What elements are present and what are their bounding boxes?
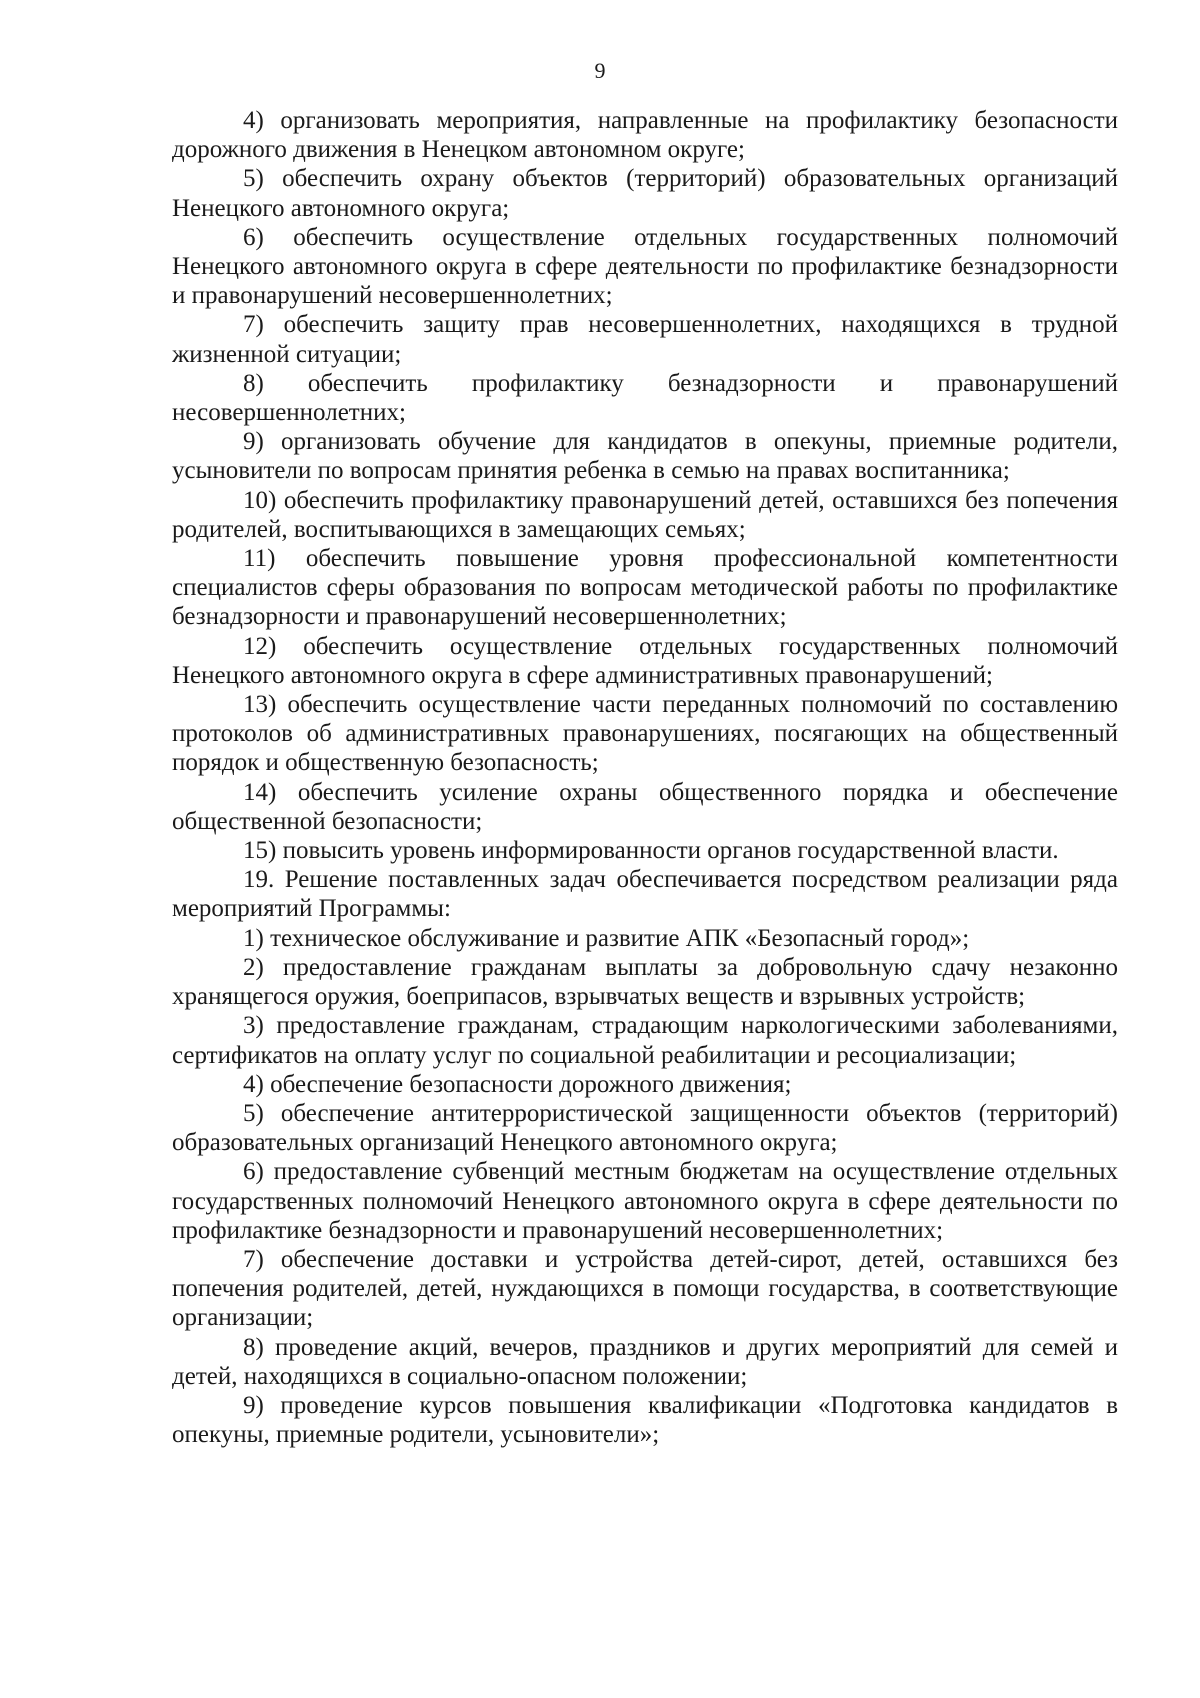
paragraph: 14) обеспечить усиление охраны общественного порядка и обеспечение общественной безопасности; — [172, 778, 1118, 835]
document-body — [172, 106, 1118, 1449]
paragraph: 19. Решение поставленных задач обеспечивается посредством реализации ряда мероприятий Программы: — [172, 866, 1118, 923]
paragraph: 9) организовать обучение для кандидатов в опекуны, приемные родители, усыновители по вопросам принятия ребенка в семью на правах воспитанника; — [172, 428, 1118, 485]
paragraph: 5) обеспечить охрану объектов (территорий) образовательных организаций Ненецкого автономного округа; — [172, 165, 1118, 222]
paragraph: 9) проведение курсов повышения квалификации «Подготовка кандидатов в опекуны, приемные родители, усыновители»; — [172, 1391, 1118, 1449]
paragraph: 6) предоставление субвенций местным бюджетам на осуществление отдельных государственных полномочий Ненецкого автономного округа в сфере деятельности по профилактике безнадзорности и правонарушений несовершеннолетних; — [172, 1158, 1118, 1244]
paragraph: 1) техническое обслуживание и развитие АПК «Безопасный город»; — [243, 924, 970, 952]
page-number: 9 — [594, 58, 606, 83]
paragraph: 8) проведение акций, вечеров, праздников и других мероприятий для семей и детей, находящихся в социально-опасном положении; — [172, 1333, 1118, 1390]
paragraph: 10) обеспечить профилактику правонарушений детей, оставшихся без попечения родителей, воспитывающихся в замещающих семьях; — [172, 486, 1118, 543]
paragraph: 6) обеспечить осуществление отдельных государственных полномочий Ненецкого автономного округа в сфере деятельности по профилактике безнадзорности и правонарушений несовершеннолетних; — [172, 223, 1118, 310]
paragraph: 15) повысить уровень информированности органов государственной власти. — [243, 837, 1059, 865]
paragraph: 5) обеспечение антитеррористической защищенности объектов (территорий) образовательных организаций Ненецкого автономного округа; — [172, 1099, 1118, 1157]
paragraph: 4) организовать мероприятия, направленные на профилактику безопасности дорожного движения в Ненецком автономном округе; — [172, 107, 1118, 164]
paragraph: 7) обеспечение доставки и устройства детей-сирот, детей, оставшихся без попечения родителей, детей, нуждающихся в помощи государства, в соответствующие организации; — [172, 1245, 1118, 1332]
paragraph: 12) обеспечить осуществление отдельных государственных полномочий Ненецкого автономного округа в сфере административных правонарушений; — [172, 632, 1118, 689]
paragraph: 7) обеспечить защиту прав несовершеннолетних, находящихся в трудной жизненной ситуации; — [172, 311, 1118, 368]
paragraph: 8) обеспечить профилактику безнадзорности и правонарушений несовершеннолетних; — [172, 369, 1118, 427]
paragraph: 11) обеспечить повышение уровня профессиональной компетентности специалистов сферы образования по вопросам методической работы по профилактике безнадзорности и правонарушений несовершеннолетних; — [172, 545, 1118, 631]
paragraph: 2) предоставление гражданам выплаты за добровольную сдачу незаконно хранящегося оружия, боеприпасов, взрывчатых веществ и взрывных устройств; — [172, 953, 1118, 1011]
paragraph: 13) обеспечить осуществление части переданных полномочий по составлению протоколов об административных правонарушениях, посягающих на общественный порядок и общественную безопасность; — [172, 691, 1118, 777]
paragraph: 4) обеспечение безопасности дорожного движения; — [243, 1070, 792, 1098]
paragraph: 3) предоставление гражданам, страдающим наркологическими заболеваниями, сертификатов на оплату услуг по социальной реабилитации и ресоциализации; — [172, 1012, 1118, 1069]
